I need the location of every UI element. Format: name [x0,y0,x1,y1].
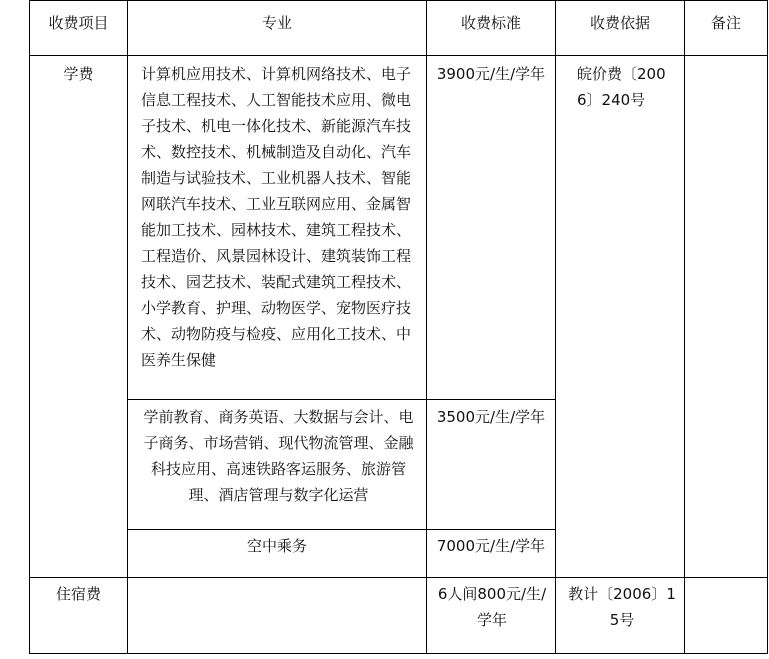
row-line [127,399,555,400]
tuition-fee-group3: 7000元/生/学年 [436,537,546,555]
tuition-majors-group1: 计算机应用技术、计算机网络技术、电子信息工程技术、人工智能技术应用、微电子技术、机电一体化技术、新能源汽车技术、数控技术、机械制造及自动化、汽车制造与试验技术、工业机器人技术、智能网联汽车技术、工业互联网应用、金属智能加工技术、园林技术、建筑工程技术、工程造价、风景园林设计、建筑装饰工程技术、园艺技术、装配式建筑工程技术、小学教育、护理、动物医学、宠物医疗技术、动物防疫与检疫、应用化工技术、中医养生保健 [141,65,412,369]
row-line [29,55,768,56]
lodging-basis: 教计〔2006〕15号 [568,585,676,629]
tuition-basis: 皖价费〔2006〕240号 [577,65,666,109]
row-line [29,653,768,654]
header-major: 专业 [261,14,292,32]
header-basis: 收费依据 [589,14,650,32]
row-line [127,529,555,530]
col-line [684,0,685,654]
col-line [29,0,30,654]
header-remark: 备注 [710,14,741,32]
lodging-label: 住宿费 [55,585,101,603]
tuition-label: 学费 [63,65,94,83]
col-line [767,0,768,654]
row-line [29,577,768,578]
tuition-majors-group3: 空中乘务 [246,537,307,555]
row-line [29,0,768,1]
header-item: 收费项目 [48,14,109,32]
header-standard: 收费标准 [460,14,521,32]
tuition-fee-group1: 3900元/生/学年 [436,65,546,83]
col-line [555,0,556,654]
lodging-fee: 6人间800元/生/学年 [437,585,547,629]
tuition-fee-group2: 3500元/生/学年 [436,408,546,426]
tuition-majors-group2: 学前教育、商务英语、大数据与会计、电子商务、市场营销、现代物流管理、金融科技应用、高速铁路客运服务、旅游管理、酒店管理与数字化运营 [143,408,414,504]
